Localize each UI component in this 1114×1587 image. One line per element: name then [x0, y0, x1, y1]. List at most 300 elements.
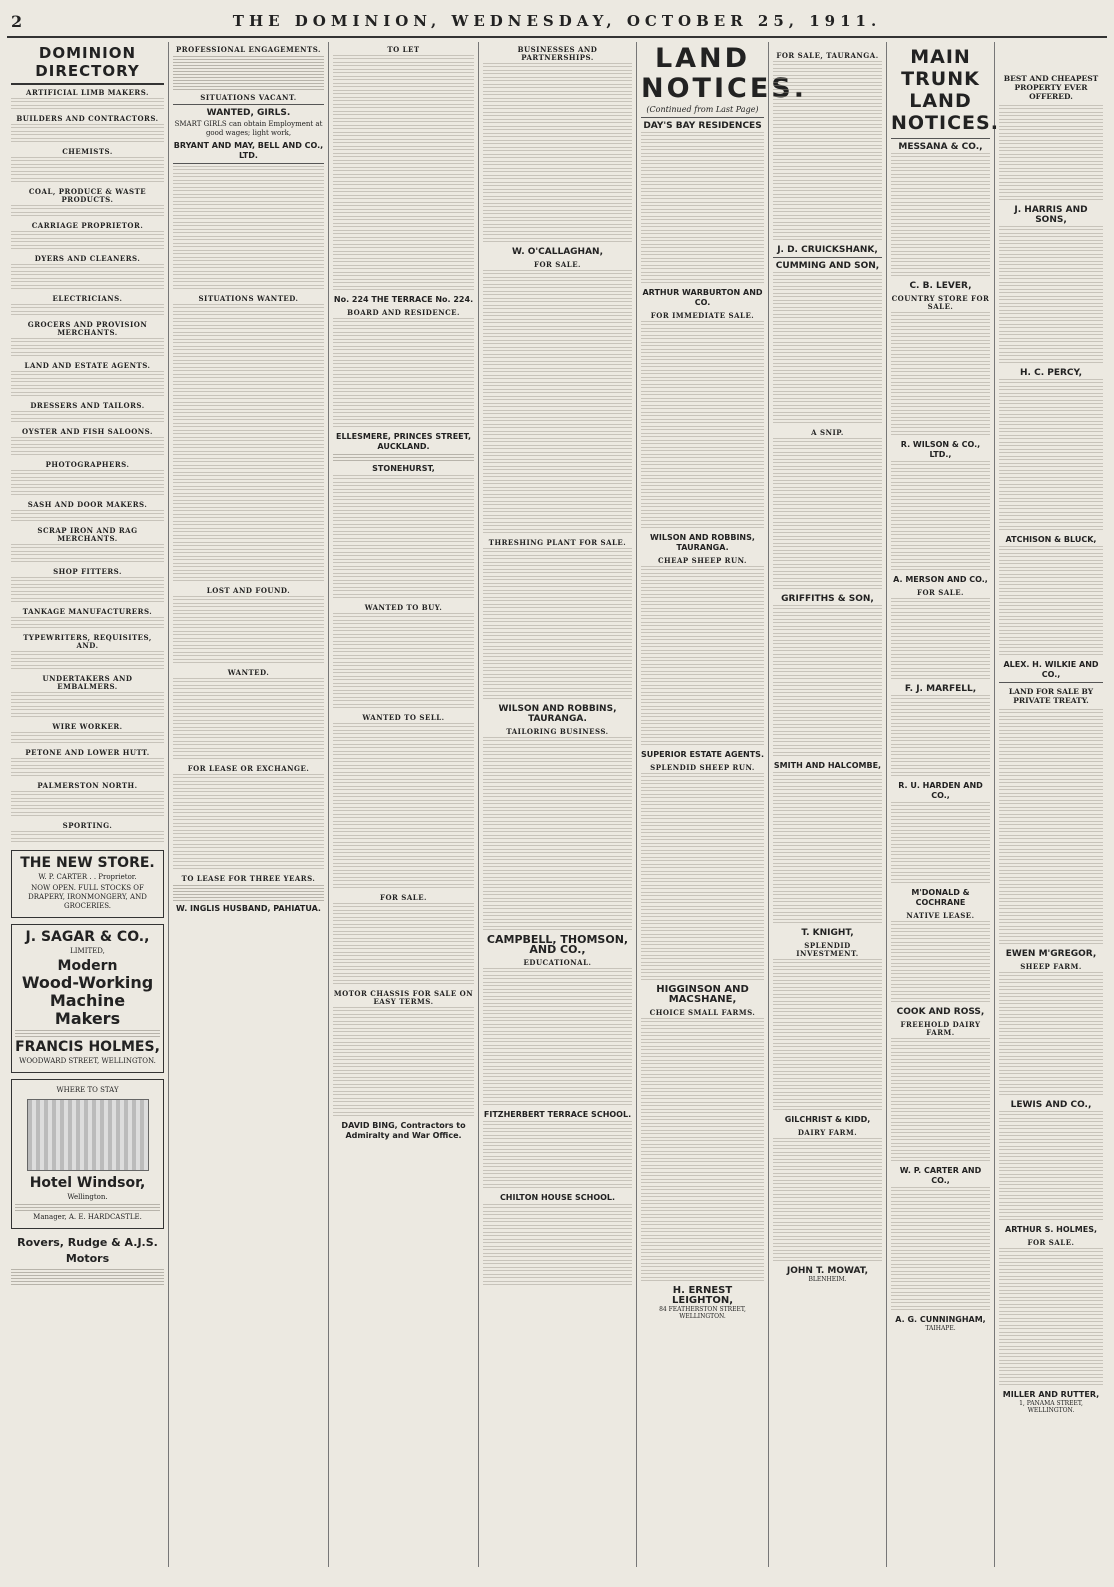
sagar-contact: FRANCIS HOLMES,	[15, 1039, 160, 1055]
text-line	[483, 660, 632, 666]
text-line	[483, 618, 632, 624]
text-line	[641, 678, 764, 684]
text-line	[483, 800, 632, 806]
text-line	[999, 814, 1103, 820]
text-line	[483, 1080, 632, 1086]
section-heading: DAIRY FARM.	[797, 1128, 858, 1137]
text-line	[641, 643, 764, 649]
text-line	[891, 1129, 990, 1135]
text-line	[773, 89, 882, 95]
text-line	[333, 286, 474, 292]
text-line	[773, 201, 882, 207]
text-line	[641, 132, 764, 138]
text-line	[333, 237, 474, 243]
text-line	[641, 468, 764, 474]
text-line	[483, 688, 632, 694]
text-line	[333, 973, 474, 979]
text-line	[173, 727, 324, 733]
text-line	[333, 265, 474, 271]
directory-section-heading: COAL, PRODUCE & WASTE PRODUCTS.	[28, 187, 147, 204]
directory-section-heading: GROCERS AND PROVISION MERCHANTS.	[27, 320, 148, 337]
text-line	[999, 793, 1103, 799]
text-line	[641, 496, 764, 502]
text-line	[891, 244, 990, 250]
text-line	[891, 1157, 990, 1163]
text-line	[641, 209, 764, 215]
text-line	[773, 1257, 882, 1263]
agent-name: GRIFFITHS & SON,	[781, 594, 874, 604]
text-line	[999, 786, 1103, 792]
text-line	[483, 604, 632, 610]
text-line	[483, 1017, 632, 1023]
text-line	[483, 625, 632, 631]
text-line	[641, 405, 764, 411]
text-line	[999, 303, 1103, 309]
text-line	[641, 181, 764, 187]
text-line	[333, 475, 474, 481]
text-line	[773, 1208, 882, 1214]
text-line	[483, 667, 632, 673]
text-line	[891, 1236, 990, 1242]
text-line	[999, 1014, 1103, 1020]
text-line	[891, 202, 990, 208]
text-line	[891, 361, 990, 367]
text-line	[999, 870, 1103, 876]
agent-name: F. J. MARFELL,	[904, 684, 977, 694]
text-line	[483, 396, 632, 402]
text-line	[641, 801, 764, 807]
text-line	[641, 370, 764, 376]
text-line	[641, 1242, 764, 1248]
text-line	[11, 658, 164, 664]
text-line	[333, 779, 474, 785]
text-line	[173, 311, 324, 317]
text-line	[641, 650, 764, 656]
text-line	[483, 98, 632, 104]
text-line	[999, 449, 1103, 455]
text-line	[483, 793, 632, 799]
text-line	[641, 720, 764, 726]
text-line	[641, 1025, 764, 1031]
directory-section-heading: WIRE WORKER.	[52, 722, 123, 731]
text-line	[641, 1032, 764, 1038]
text-line	[641, 167, 764, 173]
text-line	[999, 779, 1103, 785]
text-line	[483, 1052, 632, 1058]
agent-name: ALEX. H. WILKIE AND CO.,	[1003, 660, 1099, 679]
text-line	[483, 807, 632, 813]
text-line	[641, 976, 764, 982]
text-line	[999, 828, 1103, 834]
text-line	[999, 1381, 1103, 1387]
text-line	[483, 758, 632, 764]
text-line	[891, 744, 990, 750]
text-line	[333, 216, 474, 222]
text-line	[891, 1150, 990, 1156]
section-heading: SHEEP FARM.	[1020, 962, 1082, 971]
text-line	[641, 174, 764, 180]
text-line	[483, 982, 632, 988]
directory-section-heading: OYSTER AND FISH SALOONS.	[22, 427, 153, 436]
text-line	[11, 544, 164, 550]
text-line	[773, 626, 882, 632]
text-line	[333, 139, 474, 145]
text-line	[173, 652, 324, 658]
text-line	[999, 1035, 1103, 1041]
text-line	[333, 524, 474, 530]
text-line	[773, 445, 882, 451]
text-line	[773, 1159, 882, 1165]
text-line	[483, 452, 632, 458]
text-line	[891, 970, 990, 976]
text-line	[641, 934, 764, 940]
text-line	[999, 1021, 1103, 1027]
text-line	[999, 484, 1103, 490]
text-line	[173, 486, 324, 492]
text-line	[999, 574, 1103, 580]
text-line	[773, 578, 882, 584]
agent-name: COOK AND ROSS,	[896, 1007, 985, 1017]
column-businesses	[479, 42, 637, 1567]
text-line	[641, 489, 764, 495]
section-heading: FOR LEASE OR EXCHANGE.	[187, 764, 310, 773]
masthead-title: THE DOMINION, WEDNESDAY, OCTOBER 25, 1911.	[232, 12, 882, 30]
text-line	[483, 891, 632, 897]
text-line	[773, 159, 882, 165]
text-line	[173, 781, 324, 787]
section-heading: FREEHOLD DAIRY FARM.	[900, 1020, 981, 1037]
text-line	[483, 576, 632, 582]
text-line	[483, 779, 632, 785]
text-line	[11, 692, 164, 698]
text-line	[999, 119, 1103, 125]
text-line	[173, 741, 324, 747]
text-line	[999, 400, 1103, 406]
text-line	[483, 466, 632, 472]
text-line	[173, 837, 324, 843]
text-line	[891, 633, 990, 639]
text-line	[483, 445, 632, 451]
masthead	[7, 6, 1107, 38]
text-line	[773, 459, 882, 465]
text-line	[641, 335, 764, 341]
text-line	[11, 205, 164, 211]
text-line	[641, 384, 764, 390]
text-line	[173, 402, 324, 408]
text-line	[173, 858, 324, 864]
sagar-ad	[11, 924, 164, 1073]
text-line	[891, 1094, 990, 1100]
text-line	[999, 1167, 1103, 1173]
text-line	[999, 1255, 1103, 1261]
text-line	[641, 1109, 764, 1115]
text-line	[173, 173, 324, 179]
text-line	[333, 903, 474, 909]
text-line	[773, 215, 882, 221]
directory-section-heading: LAND AND ESTATE AGENTS.	[24, 361, 151, 370]
text-line	[173, 332, 324, 338]
text-line	[483, 555, 632, 561]
text-line	[173, 645, 324, 651]
text-line	[773, 870, 882, 876]
text-line	[999, 1118, 1103, 1124]
section-heading: FOR SALE.	[916, 588, 964, 597]
text-line	[11, 105, 164, 111]
text-line	[641, 1256, 764, 1262]
section-heading: LOST AND FOUND.	[206, 586, 291, 595]
text-line	[999, 414, 1103, 420]
section-heading: FOR IMMEDIATE SALE.	[650, 311, 755, 320]
text-line	[891, 517, 990, 523]
text-line	[641, 1053, 764, 1059]
text-line	[891, 984, 990, 990]
text-line	[641, 454, 764, 460]
text-line	[173, 624, 324, 630]
text-line	[333, 339, 474, 345]
text-line	[333, 877, 474, 883]
text-line	[173, 451, 324, 457]
text-line	[641, 1277, 764, 1283]
text-line	[483, 224, 632, 230]
text-line	[773, 1029, 882, 1035]
text-line	[483, 856, 632, 862]
directory-sections	[11, 89, 164, 844]
text-line	[333, 517, 474, 523]
agent-name: H. ERNEST LEIGHTON,	[672, 1285, 733, 1306]
text-line	[999, 435, 1103, 441]
text-line	[333, 1028, 474, 1034]
text-line	[891, 1052, 990, 1058]
text-line	[773, 675, 882, 681]
hotel-building-icon	[27, 1099, 149, 1171]
text-line	[999, 1367, 1103, 1373]
text-line	[333, 842, 474, 848]
text-line	[891, 772, 990, 778]
continued-note: (Continued from Last Page)	[641, 104, 764, 118]
text-line	[891, 1222, 990, 1228]
hotel-name: Hotel Windsor,	[29, 1175, 146, 1191]
agent-name: WILSON AND ROBBINS, TAURANGA.	[650, 533, 755, 552]
text-line	[999, 1139, 1103, 1145]
text-line	[999, 1318, 1103, 1324]
text-line	[173, 395, 324, 401]
text-line	[333, 669, 474, 675]
text-line	[773, 1022, 882, 1028]
text-line	[891, 737, 990, 743]
text-line	[333, 641, 474, 647]
text-line	[483, 154, 632, 160]
text-line	[999, 709, 1103, 715]
text-line	[891, 1136, 990, 1142]
text-line	[641, 251, 764, 257]
text-line	[773, 543, 882, 549]
text-line	[891, 723, 990, 729]
text-line	[891, 1115, 990, 1121]
text-line	[773, 145, 882, 151]
text-line	[333, 573, 474, 579]
text-line	[483, 487, 632, 493]
agent-name: GILCHRIST & KIDD,	[784, 1115, 871, 1124]
text-line	[999, 807, 1103, 813]
text-line	[999, 247, 1103, 253]
text-line	[483, 1177, 632, 1183]
section-heading: SPLENDID INVESTMENT.	[796, 941, 859, 958]
text-line	[999, 133, 1103, 139]
text-line	[641, 566, 764, 572]
text-line	[333, 209, 474, 215]
text-line	[483, 898, 632, 904]
text-line	[483, 305, 632, 311]
text-line	[999, 926, 1103, 932]
text-line	[891, 709, 990, 715]
text-line	[483, 1031, 632, 1037]
text-line	[483, 695, 632, 701]
text-line	[773, 779, 882, 785]
section-heading: FOR SALE.	[533, 260, 581, 269]
text-line	[999, 154, 1103, 160]
text-line	[891, 1108, 990, 1114]
text-line	[11, 831, 164, 837]
text-line	[891, 188, 990, 194]
text-line	[483, 1204, 632, 1210]
text-line	[483, 347, 632, 353]
text-line	[333, 744, 474, 750]
text-line	[483, 515, 632, 521]
text-line	[891, 751, 990, 757]
text-line	[641, 671, 764, 677]
agent-name: JOHN T. MOWAT,	[786, 1266, 869, 1276]
directory-section-heading: ARTIFICIAL LIMB MAKERS.	[26, 88, 149, 97]
agent-name: M'DONALD & COCHRANE	[911, 888, 970, 907]
text-line	[773, 612, 882, 618]
text-line	[999, 317, 1103, 323]
agent-name: W. O'CALLAGHAN,	[512, 247, 603, 257]
text-line	[173, 360, 324, 366]
text-line	[773, 1008, 882, 1014]
text-line	[333, 884, 474, 890]
directory-section-heading: SCRAP IRON AND RAG MERCHANTS.	[37, 526, 138, 543]
text-line	[773, 349, 882, 355]
text-line	[333, 132, 474, 138]
text-line	[641, 857, 764, 863]
text-line	[999, 912, 1103, 918]
text-line	[333, 1021, 474, 1027]
text-line	[999, 1049, 1103, 1055]
text-line	[483, 494, 632, 500]
text-line	[173, 437, 324, 443]
text-line	[891, 1087, 990, 1093]
text-line	[773, 494, 882, 500]
text-line	[641, 1088, 764, 1094]
text-line	[483, 786, 632, 792]
text-line	[173, 180, 324, 186]
text-line	[773, 286, 882, 292]
text-line	[891, 668, 990, 674]
text-line	[333, 683, 474, 689]
text-line	[773, 1194, 882, 1200]
text-line	[891, 1059, 990, 1065]
text-line	[333, 1084, 474, 1090]
text-line	[333, 503, 474, 509]
text-line	[999, 835, 1103, 841]
text-line	[641, 1060, 764, 1066]
text-line	[333, 223, 474, 229]
text-line	[483, 1010, 632, 1016]
text-line	[773, 536, 882, 542]
text-line	[483, 863, 632, 869]
text-line	[483, 105, 632, 111]
text-line	[333, 559, 474, 565]
text-line	[891, 482, 990, 488]
text-line	[891, 396, 990, 402]
text-line	[333, 1070, 474, 1076]
text-line	[773, 994, 882, 1000]
text-line	[999, 182, 1103, 188]
text-line	[333, 697, 474, 703]
text-line	[333, 360, 474, 366]
directory-section-heading: TYPEWRITERS, REQUISITES, AND.	[23, 633, 152, 650]
text-line	[773, 877, 882, 883]
text-line	[999, 1181, 1103, 1187]
hotel-ad	[11, 1079, 164, 1229]
text-line	[333, 552, 474, 558]
text-line	[891, 230, 990, 236]
text-line	[891, 475, 990, 481]
text-line	[773, 1243, 882, 1249]
text-line	[11, 510, 164, 516]
text-line	[333, 489, 474, 495]
text-line	[483, 1170, 632, 1176]
text-line	[891, 552, 990, 558]
text-line	[773, 300, 882, 306]
best-property-heading: BEST AND CHEAPEST PROPERTY EVER OFFERED.	[1003, 74, 1099, 101]
text-line	[333, 910, 474, 916]
text-line	[891, 347, 990, 353]
text-line	[891, 431, 990, 437]
text-line	[891, 566, 990, 572]
text-line	[333, 751, 474, 757]
column-best-property	[995, 42, 1107, 1567]
text-line	[333, 510, 474, 516]
text-line	[641, 594, 764, 600]
directory-section-heading: SPORTING.	[62, 821, 113, 830]
text-line	[483, 884, 632, 890]
text-line	[891, 654, 990, 660]
text-line	[999, 352, 1103, 358]
sagar-line: Wood-Working Machine Makers	[21, 973, 154, 1028]
text-line	[483, 1281, 632, 1287]
text-line	[891, 510, 990, 516]
section-heading: SITUATIONS VACANT.	[200, 93, 297, 102]
text-line	[641, 1200, 764, 1206]
text-line	[641, 608, 764, 614]
text-line	[773, 515, 882, 521]
text-line	[999, 1007, 1103, 1013]
text-line	[999, 261, 1103, 267]
text-line	[999, 442, 1103, 448]
text-line	[11, 651, 164, 657]
text-line	[773, 919, 882, 925]
text-line	[891, 765, 990, 771]
text-line	[773, 1229, 882, 1235]
text-line	[333, 1056, 474, 1062]
text-line	[641, 699, 764, 705]
text-line	[773, 321, 882, 327]
text-line	[641, 962, 764, 968]
text-line	[483, 751, 632, 757]
text-line	[483, 1024, 632, 1030]
text-line	[999, 168, 1103, 174]
